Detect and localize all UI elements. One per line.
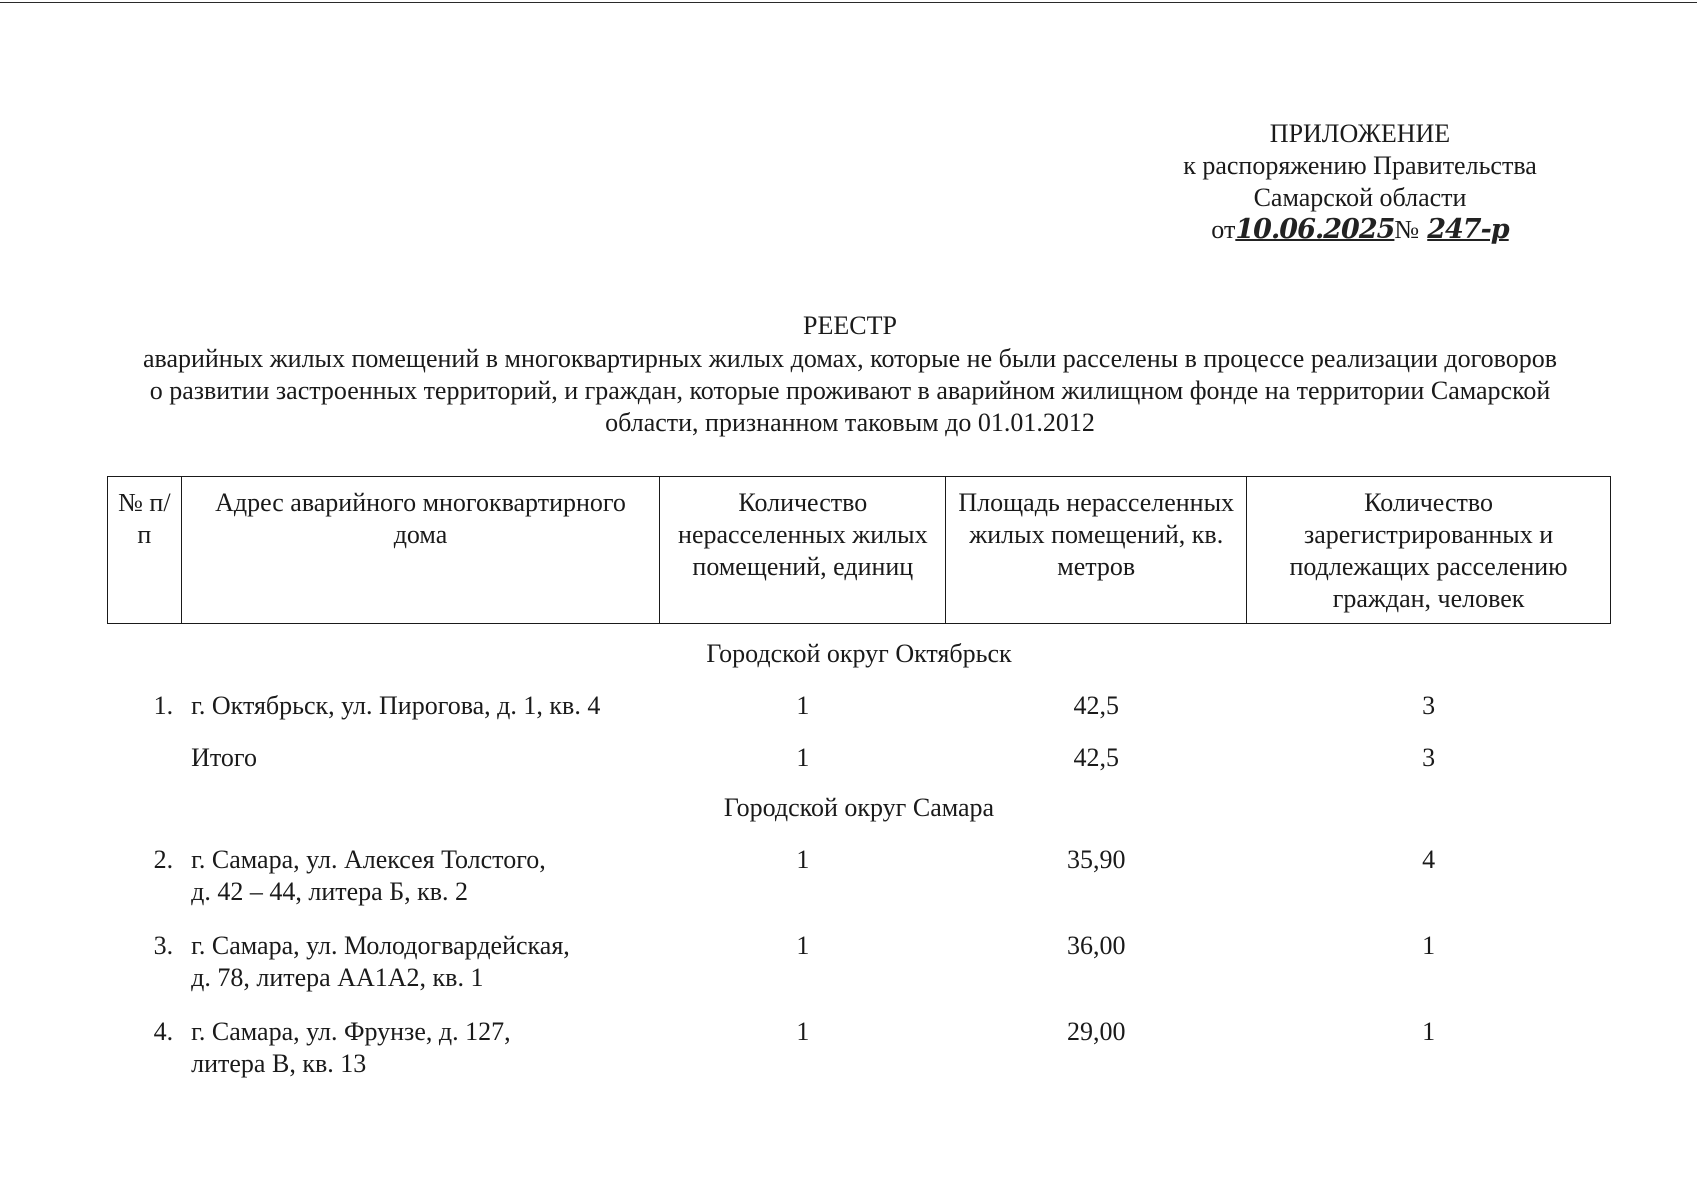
total-area: 42,5 — [1073, 743, 1119, 772]
table-header-row — [108, 477, 1611, 624]
section-row — [108, 624, 1611, 675]
row-area: 36,00 — [1066, 931, 1126, 960]
row-num: 3. — [153, 931, 174, 960]
row-address — [181, 828, 660, 914]
row-people: 4 — [1422, 845, 1436, 874]
address-line: д. 42 – 44, литера Б, кв. 2 — [191, 877, 469, 906]
appendix-block — [1160, 118, 1560, 246]
row-num: 1. — [153, 691, 174, 720]
total-label: Итого — [191, 743, 257, 772]
address-line: г. Самара, ул. Молодогвардейская, — [191, 931, 570, 960]
row-num: 2. — [153, 845, 174, 874]
row-area: 35,90 — [1066, 845, 1126, 874]
section-row — [108, 778, 1611, 828]
document-title: РЕЕСТР — [803, 311, 897, 340]
address-line: г. Самара, ул. Фрунзе, д. 127, — [191, 1017, 511, 1046]
document-subtitle: аварийных жилых помещений в многоквартирных жилых домах, которые не были расселены в процессе реализации договоров о развитии застроенных территорий, и граждан, которые проживают в аварийном жилищном фонде на территории Самарской области, признанном таковым до 01.01.2012 — [142, 344, 1558, 437]
number-prefix: № — [1394, 215, 1420, 244]
row-address — [181, 674, 660, 726]
row-people: 3 — [1422, 691, 1436, 720]
row-units: 1 — [796, 845, 810, 874]
total-units: 1 — [796, 743, 810, 772]
handwritten-date: 10.06.2025 — [1235, 214, 1395, 245]
row-address — [181, 914, 660, 1000]
header-area: Площадь нерасселенных жилых помещений, кв. метров — [946, 477, 1247, 624]
row-units: 1 — [796, 691, 810, 720]
address-line: г. Самара, ул. Алексея Толстого, — [191, 845, 546, 874]
row-address — [181, 1000, 660, 1086]
table-row — [108, 1000, 1611, 1086]
row-units: 1 — [796, 1017, 810, 1046]
handwritten-number: 247-р — [1427, 214, 1509, 245]
registry-table — [107, 476, 1611, 1086]
date-prefix: от — [1211, 215, 1236, 244]
table-row — [108, 828, 1611, 914]
header-address: Адрес аварийного многоквартирного дома — [181, 477, 660, 624]
row-people: 1 — [1422, 1017, 1436, 1046]
address-line: г. Октябрьск, ул. Пирогова, д. 1, кв. 4 — [191, 691, 601, 720]
header-num: № п/п — [108, 477, 182, 624]
header-units: Количество нерасселенных жилых помещений, единиц — [660, 477, 946, 624]
row-area: 29,00 — [1066, 1017, 1126, 1046]
table-row — [108, 674, 1611, 726]
appendix-line-2: Самарской области — [1253, 183, 1467, 212]
top-border-line — [0, 2, 1697, 3]
total-row — [108, 726, 1611, 778]
section-title: Городской округ Октябрьск — [706, 639, 1012, 668]
total-num-empty — [108, 726, 182, 778]
section-title: Городской округ Самара — [723, 793, 995, 822]
row-num: 4. — [153, 1017, 174, 1046]
row-people: 1 — [1422, 931, 1436, 960]
table-row — [108, 914, 1611, 1000]
total-people: 3 — [1422, 743, 1436, 772]
row-units: 1 — [796, 931, 810, 960]
appendix-line-1: к распоряжению Правительства — [1183, 151, 1537, 180]
header-people: Количество зарегистрированных и подлежащих расселению граждан, человек — [1247, 477, 1611, 624]
appendix-title: ПРИЛОЖЕНИЕ — [1269, 119, 1451, 148]
row-area: 42,5 — [1073, 691, 1119, 720]
address-line: литера В, кв. 13 — [191, 1049, 367, 1078]
address-line: д. 78, литера АА1А2, кв. 1 — [191, 963, 484, 992]
appendix-date-line — [1160, 214, 1560, 246]
